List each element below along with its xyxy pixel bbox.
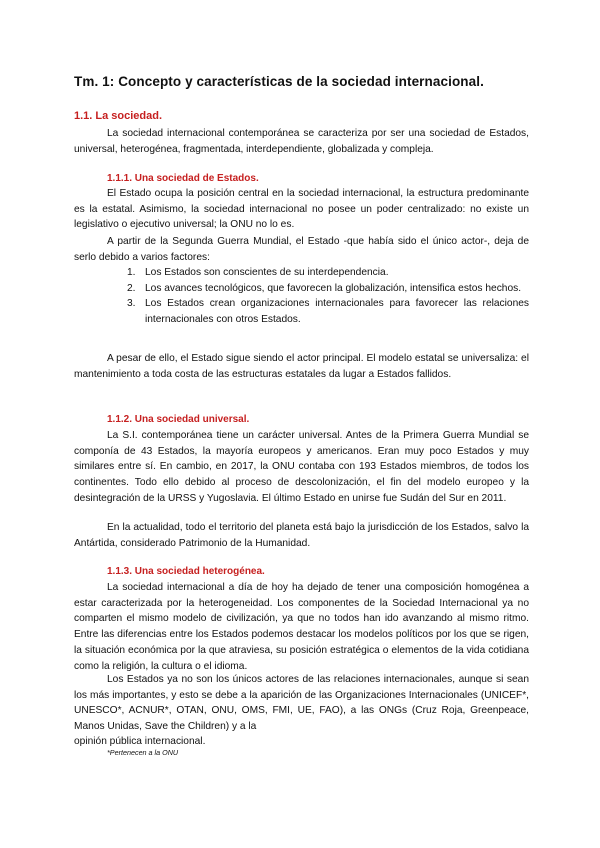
- section-heading-1-1-2: 1.1.2. Una sociedad universal.: [107, 414, 250, 425]
- paragraph-universal-2: En la actualidad, todo el territorio del planeta está bajo la jurisdicción de los Estados, salvo la Antártida, considerado Patrimonio de la Humanidad.: [74, 522, 529, 549]
- list-item: [121, 281, 529, 297]
- factors-list: [121, 265, 529, 328]
- list-item-number: 3.: [127, 298, 136, 310]
- paragraph-heterogenea-2: Los Estados ya no son los únicos actores de las relaciones internacionales, aunque si sean los más importantes, y esto se debe a la aparición de las Organizaciones Internacionales (UNICEF*, UNESCO*, ACNUR*, OTAN, ONU, OMS, FMI, UE, FAO), a las ONGs (Cruz Roja, Greenpeace, Manos Unidas, Save the Children) y a la: [74, 674, 529, 733]
- paragraph-estados-2: A partir de la Segunda Guerra Mundial, el Estado -que había sido el único actor-, deja de serlo debido a varios factores:: [74, 236, 529, 263]
- paragraph-estados-3: A pesar de ello, el Estado sigue siendo el actor principal. El modelo estatal se universaliza: el mantenimiento a toda costa de las estructuras estatales da lugar a Estados fallidos.: [74, 353, 529, 380]
- paragraph-universal-1: La S.I. contemporánea tiene un carácter universal. Antes de la Primera Guerra Mundial se componía de 43 Estados, la mayoría europeos y americanos. Eran muy poco Estados y muy similares entre sí. En cambio, en 2017, la ONU contaba con 193 Estados miembros, de todos los continentes. Todo ello debido al proceso de descolonización, el fin del modelo europeo y la desintegración de la URSS y Yugoslavia. El último Estado en unirse fue Sudán del Sur en 2011.: [74, 430, 529, 504]
- list-item: [121, 265, 529, 281]
- paragraph-estados-1: El Estado ocupa la posición central en la sociedad internacional, la estructura predominante es la estatal. Asimismo, la sociedad internacional no posee un poder centralizado: no existe un legislativo o ejecutivo universal; la ONU no lo es.: [74, 188, 529, 231]
- list-item-text: Los Estados son conscientes de su interdependencia.: [145, 267, 389, 278]
- section-heading-1-1: 1.1. La sociedad.: [74, 110, 163, 122]
- footnote: *Pertenecen a la ONU: [107, 748, 179, 757]
- list-item-text: Los avances tecnológicos, que favorecen la globalización, intensifica estos hechos.: [145, 282, 522, 294]
- page-title: Tm. 1: Concepto y características de la sociedad internacional.: [74, 74, 484, 89]
- section-heading-1-1-3: 1.1.3. Una sociedad heterogénea.: [107, 566, 265, 577]
- list-item: [121, 296, 529, 327]
- section-heading-1-1-1: 1.1.1. Una sociedad de Estados.: [107, 173, 259, 184]
- list-item-number: 2.: [127, 282, 136, 294]
- paragraph-heterogenea-2-last-line: opinión pública internacional.: [74, 736, 206, 747]
- list-item-number: 1.: [127, 267, 136, 278]
- paragraph-intro: La sociedad internacional contemporánea se caracteriza por ser una sociedad de Estados, universal, heterogénea, fragmentada, interdependiente, globalizada y compleja.: [74, 128, 529, 155]
- list-item-text: Los Estados crean organizaciones internacionales para favorecer las relaciones internacionales con otros Estados.: [145, 298, 529, 326]
- paragraph-heterogenea-1: La sociedad internacional a día de hoy ha dejado de tener una composición homogénea a estar caracterizada por la heterogeneidad. Los componentes de la Sociedad Internacional ya no comparten el mismo modelo de civilización, ya que no todos han ido avanzando al mismo ritmo. Entre las diferencias entre los Estados podemos destacar los modelos políticos por los que se rigen, la situación económica por la que atraviesa, su posición estratégica o elementos de la vida cotidiana como la religión, la cultura o el idioma.: [74, 582, 529, 672]
